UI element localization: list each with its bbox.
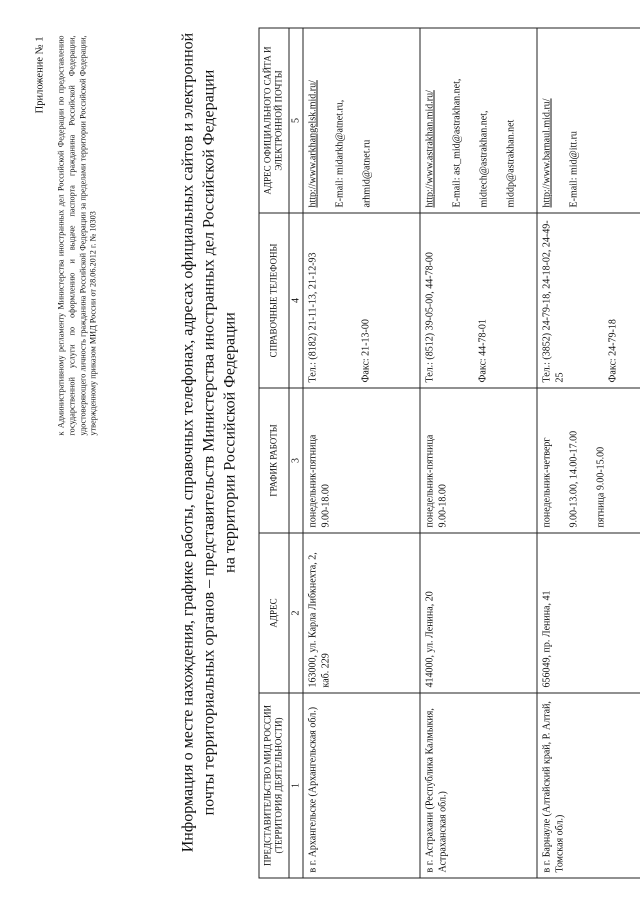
fax-text: Факс: 44-78-01 (476, 318, 488, 382)
site-email-cell (419, 28, 536, 213)
table-row (419, 28, 536, 878)
email-text: middp@astrakhan.net (504, 119, 516, 207)
column-header-office: ПРЕДСТАВИТЕЛЬСТВО МИД РОССИИ (ТЕРРИТОРИЯ ДЕЯТЕЛЬНОСТИ) (259, 693, 289, 878)
schedule-cell (419, 388, 536, 533)
offices-table (258, 27, 640, 878)
table-row (302, 28, 419, 878)
email-text: arhmid@atnet.ru (360, 139, 372, 207)
document-heading (178, 27, 240, 857)
column-header-site-email: АДРЕС ОФИЦИАЛЬНОГО САЙТА И ЭЛЕКТРОННОЙ ПОЧТЫ (259, 28, 289, 213)
website-link[interactable]: http://www.arkhangelsk.mid.ru/ (306, 79, 318, 207)
schedule-hours: 9.00-18.00 (436, 483, 448, 527)
column-header-address: АДРЕС (259, 533, 289, 693)
office-cell: в г. Барнауле (Алтайский край, Р. Алтай, Томская обл.) (536, 693, 640, 878)
office-cell: в г. Архангельске (Архангельская обл.) (302, 693, 419, 878)
phones-cell (536, 213, 640, 388)
schedule-days: понедельник-пятница (423, 434, 435, 527)
column-header-schedule: ГРАФИК РАБОТЫ (259, 388, 289, 533)
phones-cell (302, 213, 419, 388)
column-header-phones: СПРАВОЧНЫЕ ТЕЛЕФОНЫ (259, 213, 289, 388)
fax-text: Факс: 21-13-00 (359, 318, 371, 382)
address-cell: 414000, ул. Ленина, 20 (419, 533, 536, 693)
office-cell: в г. Астрахани (Республика Калмыкия, Астраханская обл.) (419, 693, 536, 878)
appendix-label: Приложение № 1 (34, 36, 45, 113)
schedule-cell (536, 388, 640, 533)
email-text: E-mail: midarkh@atnet.ru, (333, 99, 345, 207)
schedule-hours: 9.00-13.00, 14.00-17.00 (567, 430, 579, 527)
fax-text: Факс: 24-79-18 (606, 318, 618, 382)
column-number-row (288, 28, 302, 878)
email-text: E-mail: mid@itt.ru (567, 130, 579, 207)
schedule-extra: пятница 9.00-15.00 (594, 446, 606, 527)
heading-line-3: на территории Российской Федерации (220, 311, 238, 573)
column-number: 1 (288, 693, 302, 878)
phone-text: Тел.: (3852) 24-79-18, 24-18-02, 24-49-25 (540, 219, 565, 382)
site-email-cell (302, 28, 419, 213)
schedule-days: понедельник-пятница (306, 434, 318, 527)
address-cell: 163000, ул. Карла Либкнехта, 2, каб. 229 (302, 533, 419, 693)
table-row (536, 28, 640, 878)
table-header-row (259, 28, 289, 878)
column-number: 2 (288, 533, 302, 693)
schedule-cell (302, 388, 419, 533)
column-number: 3 (288, 388, 302, 533)
regulation-note: к Административному регламенту Министерства иностранных дел Российской Федерации по предоставлению государственной услуги по оформлению и выдаче паспорта гражданина Российской Федерации, удостоверяющего личность гражданина Российской Федерации за пределами территории Российской Федерации, утвержденному приказом МИД России от 28.06.2012 г. № 10303 (56, 35, 98, 435)
site-email-cell (536, 28, 640, 213)
address-cell: 656049, пр. Ленина, 41 (536, 533, 640, 693)
heading-line-1: Информация о месте нахождения, графике работы, справочных телефонах, адресах официальных сайтов и электронной (179, 32, 196, 852)
email-text: E-mail: ast_mid@astrakhan.net, (450, 78, 462, 207)
schedule-hours: 9.00-18.00 (319, 483, 331, 527)
phones-cell (419, 213, 536, 388)
phone-text: Тел.: (8512) 39-05-00, 44-78-00 (423, 251, 435, 382)
email-text: midtech@astrakhan.net, (477, 110, 489, 207)
heading-line-2: почты территориальных органов – представительств Министерства иностранных дел Российской Федерации (199, 69, 217, 815)
column-number: 5 (288, 28, 302, 213)
schedule-days: понедельник-четверг (540, 436, 552, 527)
phone-text: Тел.: (8182) 21-11-13, 21-12-93 (306, 251, 318, 382)
website-link[interactable]: http://www.barnaul.mid.ru/ (540, 97, 552, 207)
website-link[interactable]: http://www.astrakhan.mid.ru/ (423, 89, 435, 207)
column-number: 4 (288, 213, 302, 388)
